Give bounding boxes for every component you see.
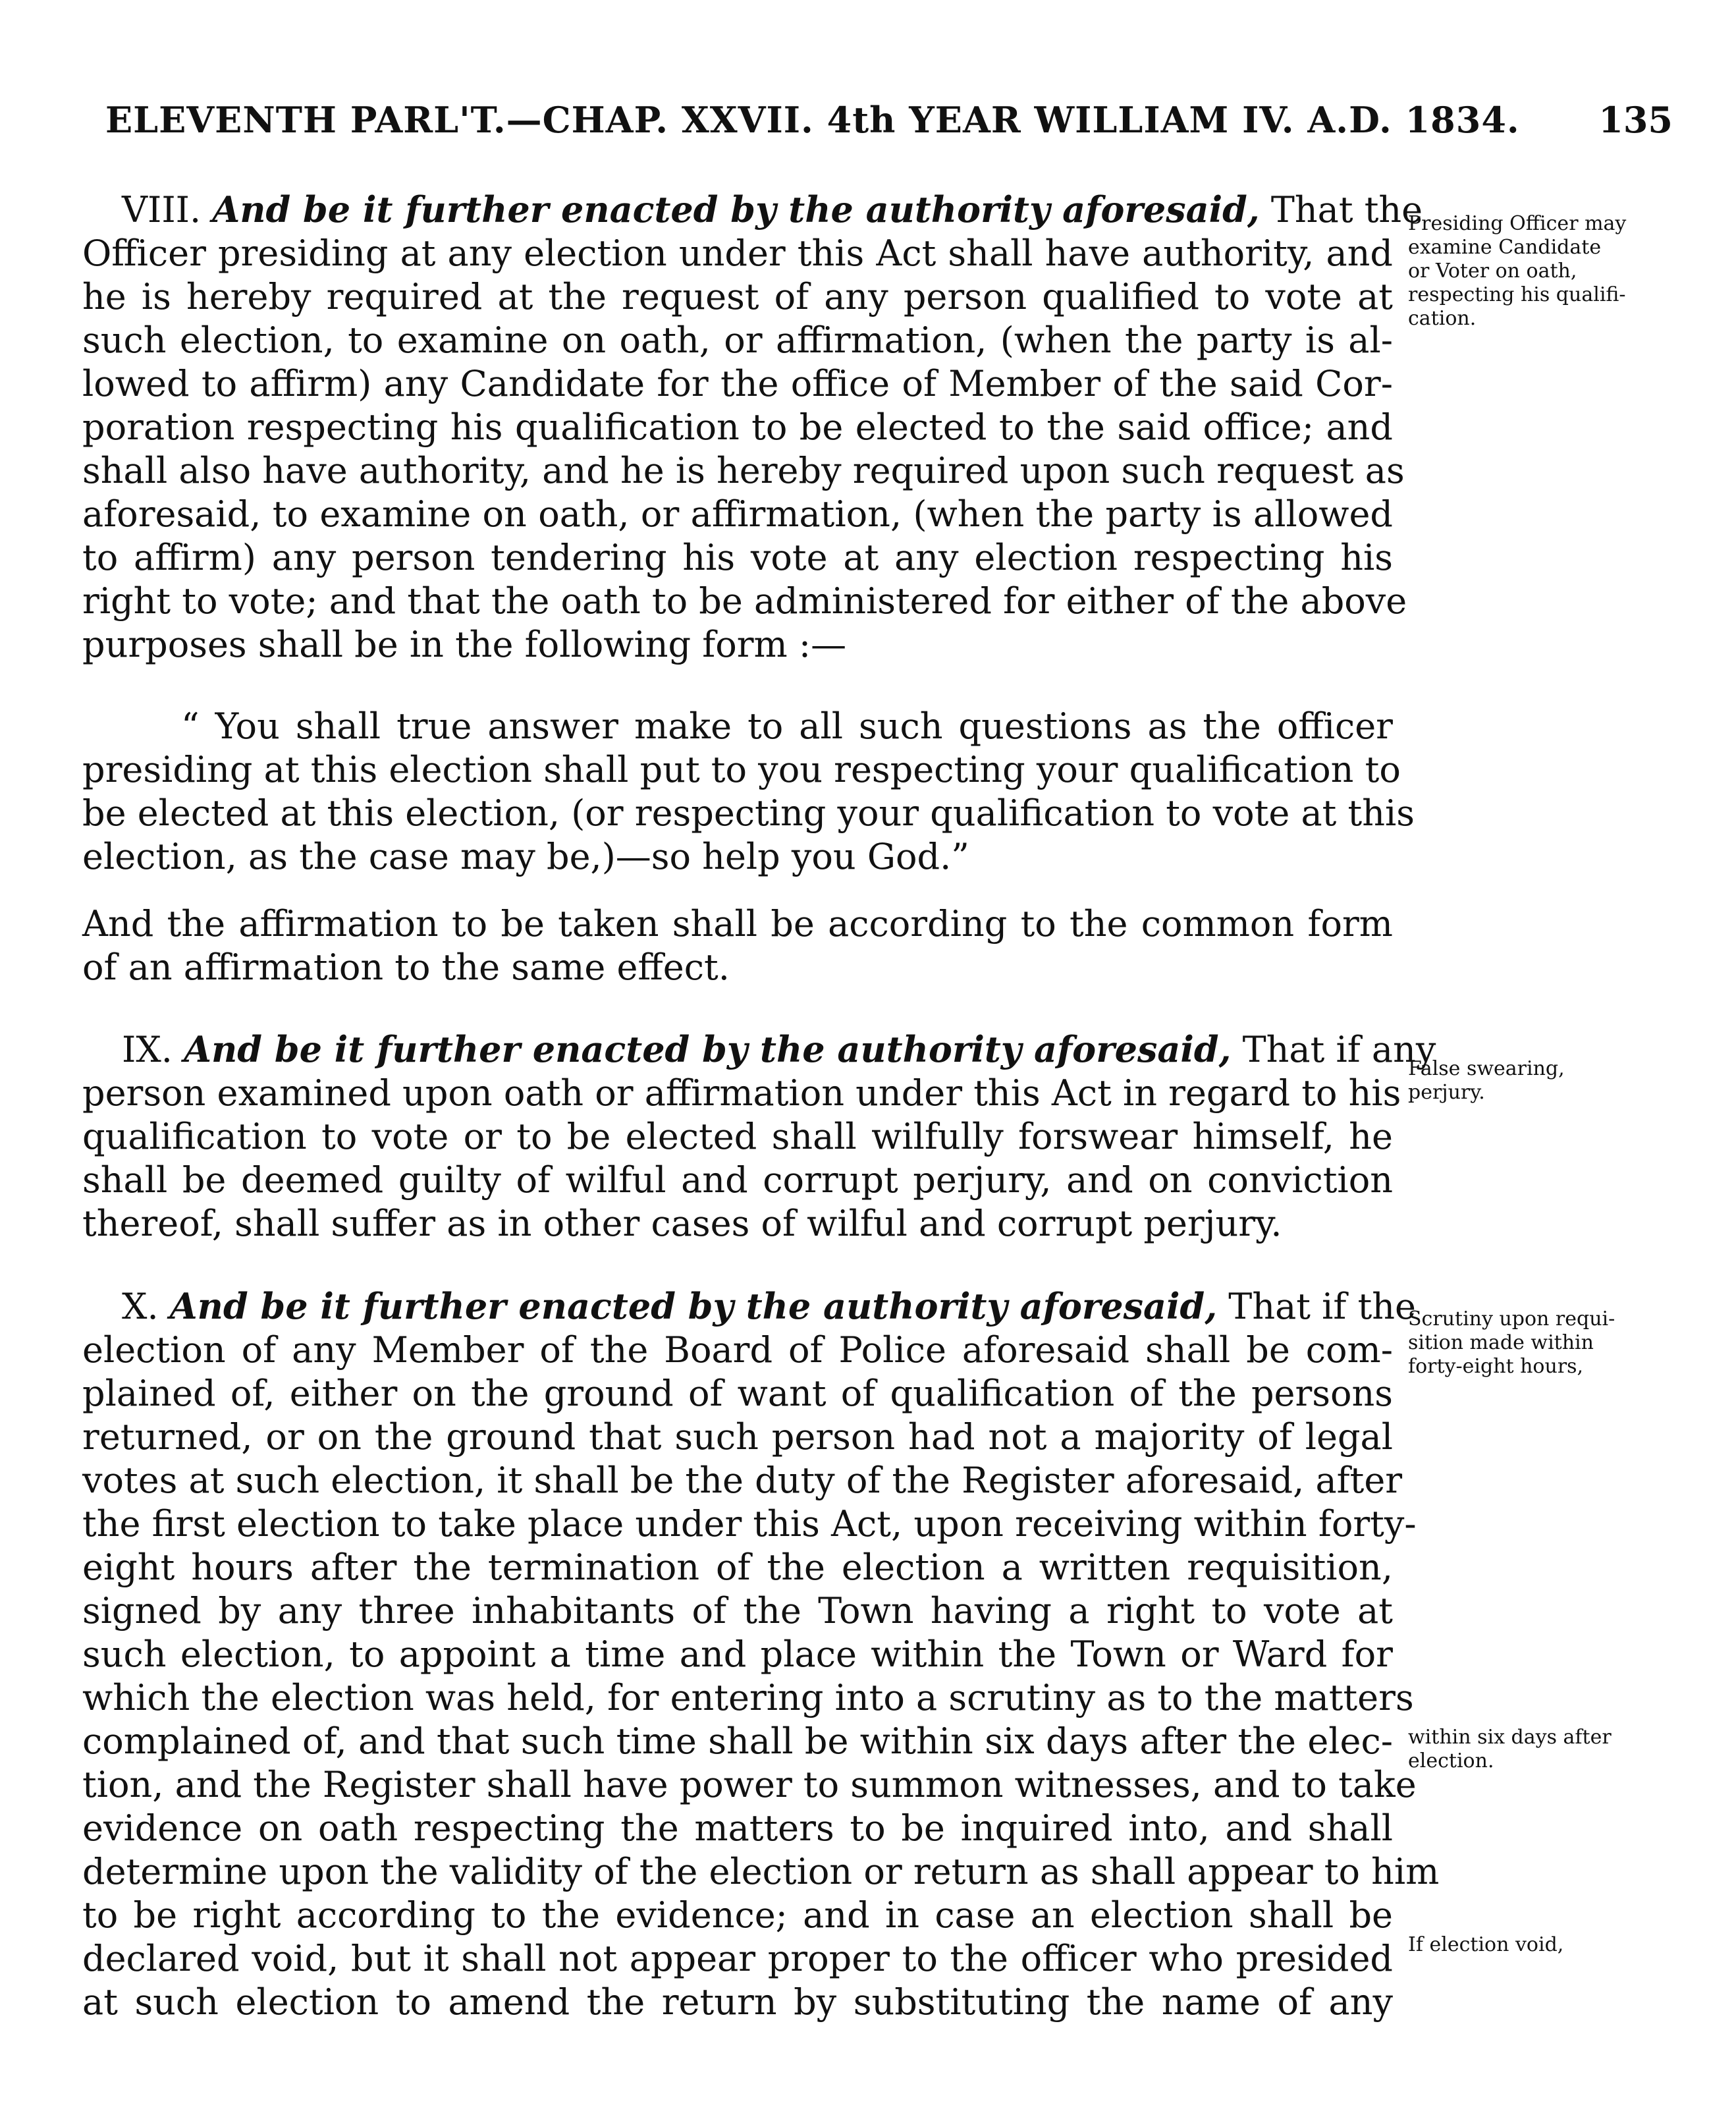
- body-line: shall also have authority, and he is hereby required upon such request as: [82, 450, 1405, 491]
- body-line: qualification to vote or to be elected shall wilfully forswear himself, he: [82, 1116, 1393, 1157]
- oath-line: election, as the case may be,)—so help you God.”: [82, 836, 969, 877]
- body-line: which the election was held, for entering into a scrutiny as to the matters: [82, 1677, 1414, 1718]
- oath-line: be elected at this election, (or respecting your qualification to vote at this: [82, 792, 1415, 834]
- affirmation-line: of an affirmation to the same effect.: [82, 947, 730, 988]
- body-line: the first election to take place under this Act, upon receiving within forty-: [82, 1503, 1417, 1545]
- body-line: election of any Member of the Board of Police aforesaid shall be com-: [82, 1329, 1393, 1371]
- body-line: eight hours after the termination of the election a written requisition,: [82, 1547, 1393, 1588]
- section-ix: [82, 1028, 1436, 1246]
- body-line: to affirm) any person tendering his vote at any election respecting his: [82, 537, 1393, 578]
- section-number: IX.: [122, 1029, 173, 1070]
- body-line: such election, to appoint a time and place within the Town or Ward for: [82, 1633, 1393, 1675]
- body-line: lowed to affirm) any Candidate for the office of Member of the said Cor-: [82, 363, 1393, 404]
- enacting-clause: And be it further enacted by the authority aforesaid,: [184, 1028, 1232, 1070]
- body-line: declared void, but it shall not appear proper to the officer who presided: [82, 1938, 1393, 1979]
- oath-line: presiding at this election shall put to you respecting your qualification to: [82, 749, 1401, 790]
- body-line: purposes shall be in the following form :—: [82, 624, 847, 665]
- section-number: X.: [122, 1286, 159, 1327]
- body-line: aforesaid, to examine on oath, or affirmation, (when the party is allowed: [82, 493, 1393, 535]
- oath-form: [82, 705, 1415, 879]
- body-line: right to vote; and that the oath to be administered for either of the above: [82, 580, 1407, 622]
- body-line: determine upon the validity of the election or return as shall appear to him: [82, 1851, 1440, 1892]
- body-line: signed by any three inhabitants of the Town having a right to vote at: [82, 1590, 1393, 1632]
- body-line: poration respecting his qualification to be elected to the said office; and: [82, 406, 1393, 448]
- body-line: person examined upon oath or affirmation under this Act in regard to his: [82, 1072, 1401, 1114]
- body-line: he is hereby required at the request of any person qualified to vote at: [82, 276, 1393, 317]
- page-number: 135: [1598, 99, 1673, 141]
- body-line: Officer presiding at any election under this Act shall have authority, and: [82, 233, 1393, 274]
- affirmation-line: And the affirmation to be taken shall be according to the common form: [82, 903, 1393, 945]
- section-number: VIII.: [122, 189, 202, 231]
- section-ix-line-1: IX. And be it further enacted by the authority aforesaid, That if any: [122, 1028, 1436, 1070]
- body-line: thereof, shall suffer as in other cases of wilful and corrupt perjury.: [82, 1203, 1282, 1244]
- running-head-title: ELEVENTH PARL'T.—CHAP. XXVII. 4th YEAR WILLIAM IV. A.D. 1834.: [105, 99, 1520, 141]
- body-line: evidence on oath respecting the matters to be inquired into, and shall: [82, 1807, 1393, 1849]
- section-viii: [82, 188, 1423, 667]
- body-line: tion, and the Register shall have power to summon witnesses, and to take: [82, 1764, 1417, 1805]
- enacting-clause: And be it further enacted by the authority aforesaid,: [169, 1285, 1218, 1327]
- section-x-line-1: X. And be it further enacted by the authority aforesaid, That if the: [122, 1285, 1417, 1327]
- body-line: plained of, either on the ground of want of qualification of the persons: [82, 1373, 1393, 1414]
- enacting-clause: And be it further enacted by the authority aforesaid,: [212, 188, 1260, 231]
- body-line: complained of, and that such time shall be within six days after the elec-: [82, 1720, 1393, 1762]
- body-line: returned, or on the ground that such person had not a majority of legal: [82, 1416, 1393, 1458]
- section-x: [82, 1284, 1440, 2024]
- body-line: shall be deemed guilty of wilful and corrupt perjury, and on conviction: [82, 1159, 1393, 1201]
- margin-note-presiding-officer: Presiding Officer may examine Candidate or Voter on oath, respecting his qualifi- cation.: [1408, 212, 1627, 330]
- running-header: [105, 99, 1673, 151]
- margin-note-election-void: If election void,: [1408, 1933, 1564, 1956]
- margin-note-six-days: within six days after election.: [1408, 1726, 1612, 1772]
- margin-note-false-swearing: False swearing, perjury.: [1408, 1057, 1565, 1104]
- body-line: such election, to examine on oath, or affirmation, (when the party is al-: [82, 319, 1393, 361]
- body-line: at such election to amend the return by substituting the name of any: [82, 1981, 1393, 2023]
- oath-line: “ You shall true answer make to all such questions as the officer: [181, 705, 1393, 747]
- margin-note-scrutiny: Scrutiny upon requi- sition made within forty-eight hours,: [1408, 1307, 1615, 1378]
- section-viii-line-1: VIII. And be it further enacted by the authority aforesaid, That the: [122, 188, 1423, 231]
- body-line: votes at such election, it shall be the duty of the Register aforesaid, after: [82, 1460, 1403, 1501]
- body-line: to be right according to the evidence; and in case an election shall be: [82, 1894, 1393, 1936]
- affirmation-paragraph: [82, 902, 1393, 989]
